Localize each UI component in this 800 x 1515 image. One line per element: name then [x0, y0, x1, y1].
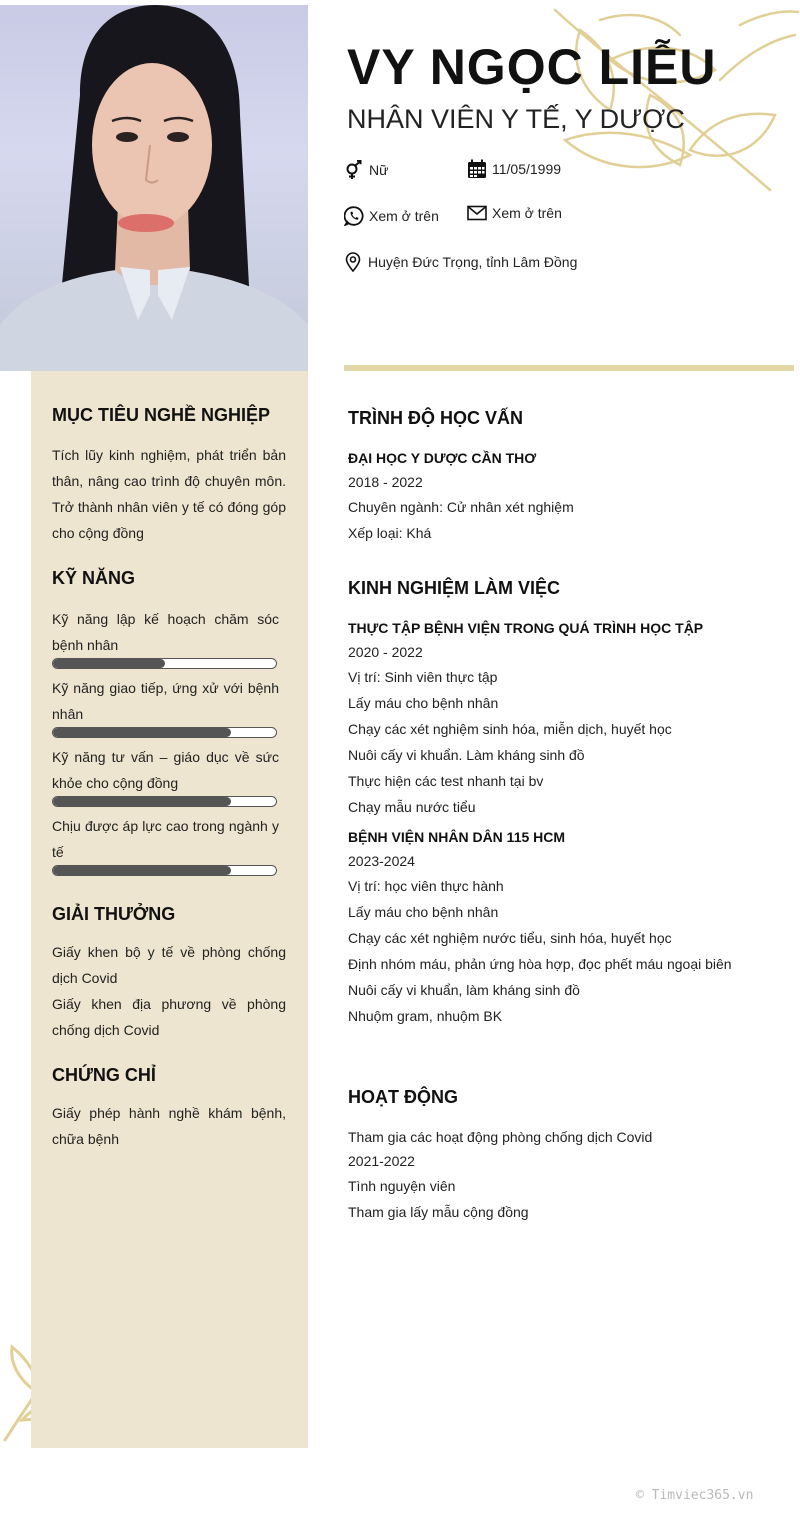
job-line: Nhuộm gram, nhuộm BK — [348, 1008, 503, 1024]
job-line: Vị trí: học viên thực hành — [348, 878, 504, 894]
skill-label: Kỹ năng lập kế hoạch chăm sóc bệnh nhân — [52, 611, 279, 653]
activity-line: Tham gia lấy mẫu cộng đồng — [348, 1204, 529, 1220]
education-school: ĐẠI HỌC Y DƯỢC CẦN THƠ — [348, 450, 537, 466]
address-info — [343, 252, 577, 272]
skill-bar-fill — [53, 659, 165, 668]
job-line: Nuôi cấy vi khuẩn. Làm kháng sinh đồ — [348, 747, 585, 763]
whatsapp-icon — [344, 206, 364, 226]
job-line: Lấy máu cho bệnh nhân — [348, 695, 499, 711]
candidate-role: NHÂN VIÊN Y TẾ, Y DƯỢC — [347, 104, 685, 134]
award-item: Giấy khen bộ y tế về phòng chống dịch Covid — [52, 944, 286, 986]
gender-text: Nữ — [369, 162, 389, 178]
certificate-item: Giấy phép hành nghề khám bệnh, chữa bệnh — [52, 1105, 286, 1147]
email-icon — [467, 203, 487, 223]
activities-title: HOẠT ĐỘNG — [348, 1087, 458, 1107]
birthday-text: 11/05/1999 — [492, 161, 562, 177]
objective-text: Tích lũy kinh nghiệm, phát triển bản thân, nâng cao trình độ chuyên môn. Trở thành nhân viên y tế có đóng góp cho cộng đồng — [52, 447, 286, 541]
email-text: Xem ở trên — [492, 205, 562, 221]
gender-info — [344, 160, 388, 180]
skill-bar-fill — [53, 797, 231, 806]
skill-label: Kỹ năng tư vấn – giáo dục về sức khỏe cho cộng đồng — [52, 749, 279, 791]
skill-bar-fill — [53, 866, 231, 875]
job-period: 2023-2024 — [348, 853, 415, 869]
skills-title: KỸ NĂNG — [52, 568, 136, 588]
experience-title: KINH NGHIỆM LÀM VIỆC — [348, 578, 561, 598]
phone-info — [344, 206, 439, 226]
job-company: THỰC TẬP BỆNH VIỆN TRONG QUÁ TRÌNH HỌC TẬP — [348, 620, 704, 636]
award-item: Giấy khen địa phương về phòng chống dịch Covid — [52, 996, 286, 1038]
job-line: Chạy các xét nghiệm sinh hóa, miễn dịch, huyết học — [348, 721, 672, 737]
education-major: Chuyên ngành: Cử nhân xét nghiệm — [348, 499, 574, 515]
activity-line: Tham gia các hoạt động phòng chống dịch Covid — [348, 1129, 653, 1145]
profile-photo — [0, 5, 308, 371]
job-line: Định nhóm máu, phản ứng hòa hợp, đọc phết máu ngoại biên — [348, 956, 732, 972]
job-line: Chạy mẫu nước tiểu — [348, 799, 476, 815]
skill-label: Kỹ năng giao tiếp, ứng xử với bệnh nhân — [52, 680, 279, 722]
candidate-name: VY NGỌC LIỄU — [347, 39, 717, 95]
watermark: © Timviec365.vn — [636, 1488, 754, 1503]
education-period: 2018 - 2022 — [348, 474, 423, 490]
job-line: Thực hiện các test nhanh tại bv — [348, 773, 544, 789]
birthday-info — [467, 159, 561, 179]
objective-title: MỤC TIÊU NGHỀ NGHIỆP — [52, 405, 271, 425]
activity-line: 2021-2022 — [348, 1153, 415, 1169]
address-text: Huyện Đức Trọng, tỉnh Lâm Đồng — [368, 254, 578, 270]
skill-bar — [52, 727, 277, 738]
job-line: Vị trí: Sinh viên thực tập — [348, 669, 498, 685]
job-line: Chạy các xét nghiệm nước tiểu, sinh hóa, huyết học — [348, 930, 672, 946]
awards-title: GIẢI THƯỞNG — [52, 904, 176, 924]
phone-text: Xem ở trên — [369, 208, 439, 224]
activity-line: Tình nguyện viên — [348, 1178, 456, 1194]
skill-bar — [52, 796, 277, 807]
job-company: BỆNH VIỆN NHÂN DÂN 115 HCM — [348, 829, 566, 845]
map-pin-icon — [343, 252, 363, 272]
certificates-title: CHỨNG CHỈ — [52, 1065, 156, 1085]
education-rank: Xếp loại: Khá — [348, 525, 432, 541]
education-title: TRÌNH ĐỘ HỌC VẤN — [348, 408, 523, 428]
gender-icon — [344, 160, 364, 180]
header-divider — [344, 365, 794, 371]
skill-label: Chịu được áp lực cao trong ngành y tế — [52, 818, 279, 860]
job-line: Lấy máu cho bệnh nhân — [348, 904, 499, 920]
skill-bar-fill — [53, 728, 231, 737]
skill-bar — [52, 658, 277, 669]
calendar-icon — [467, 159, 487, 179]
skill-bar — [52, 865, 277, 876]
job-line: Nuôi cấy vi khuẩn, làm kháng sinh đồ — [348, 982, 580, 998]
email-info — [467, 203, 562, 223]
job-period: 2020 - 2022 — [348, 644, 423, 660]
